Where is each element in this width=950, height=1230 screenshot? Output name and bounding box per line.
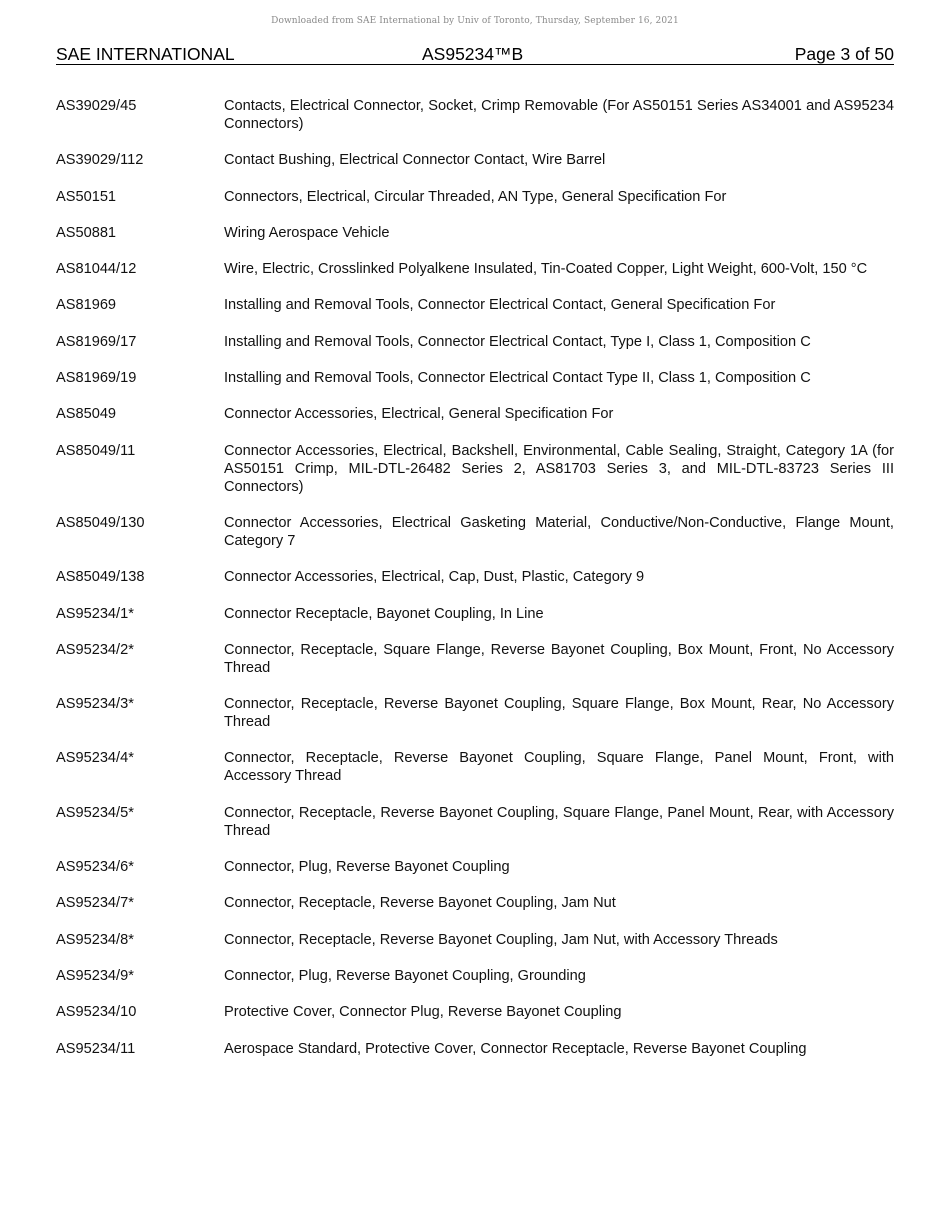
reference-title: Wire, Electric, Crosslinked Polyalkene Insulated, Tin-Coated Copper, Light Weight, 600-Volt, 150 °C bbox=[224, 261, 868, 278]
reference-title: Connector, Receptacle, Reverse Bayonet Coupling, Square Flange, Panel Mount, Rear, with Accessory Thread bbox=[224, 804, 894, 839]
reference-code: AS95234/10 bbox=[56, 1004, 137, 1021]
reference-entry bbox=[56, 333, 894, 351]
reference-code: AS85049/11 bbox=[56, 442, 136, 459]
reference-title: Connector, Plug, Reverse Bayonet Coupling, Grounding bbox=[224, 967, 586, 984]
reference-entry bbox=[56, 224, 894, 242]
reference-code: AS95234/5* bbox=[56, 804, 134, 821]
page-number: Page 3 of 50 bbox=[794, 44, 894, 64]
reference-entry bbox=[56, 260, 894, 278]
reference-title: Wiring Aerospace Vehicle bbox=[224, 224, 390, 241]
reference-title: Connector, Receptacle, Reverse Bayonet Coupling, Square Flange, Panel Mount, Front, with Accessory Thread bbox=[224, 750, 894, 785]
reference-entry bbox=[56, 695, 894, 731]
document-number: AS95234™B bbox=[422, 44, 524, 64]
reference-code: AS95234/11 bbox=[56, 1040, 136, 1057]
reference-entry bbox=[56, 442, 894, 496]
reference-entry bbox=[56, 858, 894, 876]
reference-code: AS81969/17 bbox=[56, 333, 137, 350]
reference-entry bbox=[56, 641, 894, 677]
reference-code: AS81044/12 bbox=[56, 261, 137, 278]
reference-title: Installing and Removal Tools, Connector Electrical Contact, General Specification For bbox=[224, 297, 776, 314]
reference-title: Contacts, Electrical Connector, Socket, Crimp Removable (For AS50151 Series AS34001 and AS95234 Connectors) bbox=[224, 98, 894, 132]
reference-entry bbox=[56, 804, 894, 840]
reference-entry bbox=[56, 188, 894, 206]
reference-entry bbox=[56, 967, 894, 985]
reference-entry bbox=[56, 151, 894, 169]
reference-entry bbox=[56, 97, 894, 133]
reference-code: AS39029/112 bbox=[56, 152, 144, 169]
reference-title: Connector Accessories, Electrical, General Specification For bbox=[224, 406, 614, 423]
reference-code: AS81969/19 bbox=[56, 370, 137, 387]
reference-code: AS95234/1* bbox=[56, 605, 134, 622]
reference-code: AS95234/2* bbox=[56, 641, 134, 658]
reference-entry bbox=[56, 568, 894, 586]
reference-entry bbox=[56, 369, 894, 387]
reference-entry bbox=[56, 894, 894, 912]
reference-entry bbox=[56, 931, 894, 949]
reference-code: AS95234/4* bbox=[56, 750, 134, 767]
reference-title: Connector Accessories, Electrical Gasketing Material, Conductive/Non-Conductive, Flange Mount, Category 7 bbox=[224, 514, 894, 549]
reference-title: Connector Accessories, Electrical, Backshell, Environmental, Cable Sealing, Straight, Category 1A (for AS50151 Crimp, MIL-DTL-26482 Series 2, AS81703 Series 3, and MIL-DTL-83723 Series III Connectors) bbox=[224, 442, 894, 495]
reference-title: Connector, Receptacle, Reverse Bayonet Coupling, Square Flange, Box Mount, Rear, No Accessory Thread bbox=[224, 696, 894, 731]
reference-title: Connector, Receptacle, Reverse Bayonet Coupling, Jam Nut bbox=[224, 895, 616, 912]
reference-title: Installing and Removal Tools, Connector Electrical Contact, Type I, Class 1, Composition C bbox=[224, 333, 811, 350]
reference-title: Protective Cover, Connector Plug, Reverse Bayonet Coupling bbox=[224, 1004, 622, 1021]
reference-entry bbox=[56, 514, 894, 550]
reference-title: Aerospace Standard, Protective Cover, Connector Receptacle, Reverse Bayonet Coupling bbox=[224, 1040, 807, 1057]
reference-code: AS95234/6* bbox=[56, 859, 134, 876]
reference-code: AS95234/8* bbox=[56, 931, 134, 948]
reference-entry bbox=[56, 405, 894, 423]
reference-entry bbox=[56, 749, 894, 785]
reference-code: AS95234/7* bbox=[56, 895, 134, 912]
reference-entry bbox=[56, 605, 894, 623]
reference-entry bbox=[56, 1003, 894, 1021]
reference-code: AS39029/45 bbox=[56, 98, 137, 114]
reference-code: AS81969 bbox=[56, 297, 117, 314]
reference-code: AS85049 bbox=[56, 406, 117, 423]
reference-title: Connectors, Electrical, Circular Threaded, AN Type, General Specification For bbox=[224, 188, 727, 205]
reference-code: AS50151 bbox=[56, 188, 117, 205]
download-watermark: Downloaded from SAE International by Univ of Toronto, Thursday, September 16, 2021 bbox=[271, 16, 679, 26]
reference-entry bbox=[56, 1040, 894, 1058]
reference-code: AS85049/130 bbox=[56, 514, 145, 531]
reference-title: Connector Accessories, Electrical, Cap, Dust, Plastic, Category 9 bbox=[224, 569, 645, 586]
reference-code: AS50881 bbox=[56, 224, 117, 241]
organization-name: SAE INTERNATIONAL bbox=[56, 44, 235, 64]
reference-list bbox=[56, 97, 894, 1076]
reference-code: AS85049/138 bbox=[56, 569, 145, 586]
reference-title: Connector, Plug, Reverse Bayonet Coupling bbox=[224, 859, 510, 876]
reference-entry bbox=[56, 296, 894, 314]
reference-code: AS95234/9* bbox=[56, 967, 134, 984]
reference-code: AS95234/3* bbox=[56, 696, 134, 713]
reference-title: Connector, Receptacle, Reverse Bayonet Coupling, Jam Nut, with Accessory Threads bbox=[224, 931, 778, 948]
reference-title: Installing and Removal Tools, Connector Electrical Contact Type II, Class 1, Composition C bbox=[224, 370, 811, 387]
reference-title: Connector, Receptacle, Square Flange, Reverse Bayonet Coupling, Box Mount, Front, No Accessory Thread bbox=[224, 641, 894, 676]
reference-title: Connector Receptacle, Bayonet Coupling, In Line bbox=[224, 605, 544, 622]
page-header bbox=[56, 44, 894, 65]
reference-title: Contact Bushing, Electrical Connector Contact, Wire Barrel bbox=[224, 152, 606, 169]
